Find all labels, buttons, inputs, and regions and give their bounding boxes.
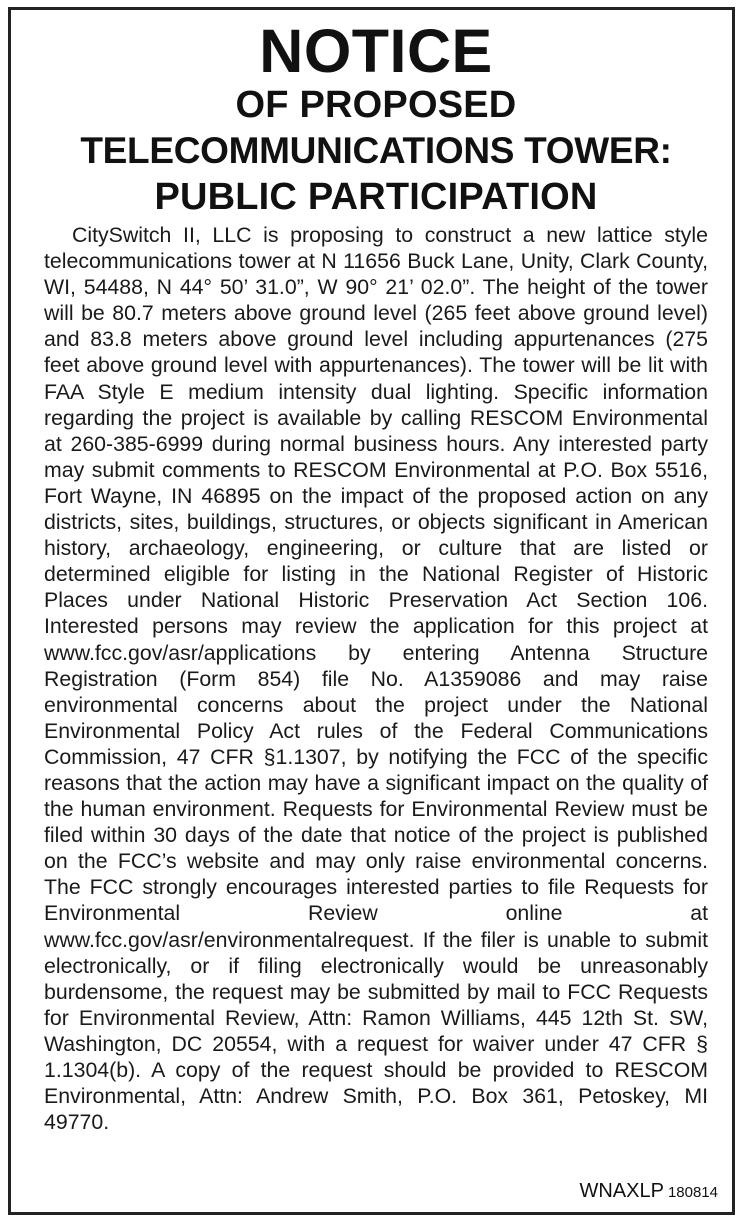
notice-subtitle-line-2: TELECOMMUNICATIONS TOWER: <box>80 130 672 171</box>
notice-subtitle-line-1: OF PROPOSED <box>235 84 517 126</box>
notice-body: CitySwitch II, LLC is proposing to construct a new lattice style telecommunications tower at N 11656 Buck Lane, Unity, Clark County, WI, 54488, N 44° 50’ 31.0”, W 90° 21’ 02.0”. The height of the tower will be 80.7 meters above ground level (265 feet above ground level) and 83.8 meters above ground level including appurtenances (275 feet above ground level with appurtenances). The tower will be lit with FAA Style E medium intensity dual lighting. Specific information regarding the project is available by calling RESCOM Environmental at 260-385-6999 during normal business hours. Any interested party may submit comments to RESCOM Environmental at P.O. Box 5516, Fort Wayne, IN 46895 on the impact of the proposed action on any districts, sites, buildings, structures, or objects significant in American history, archaeology, engineering, or culture that are listed or determined eligible for listing in the National Register of Historic Places under National Historic Preservation Act Section 106. Interested persons may review the application for this project at www.fcc.gov/asr/applications by entering Antenna Structure Registration (Form 854) file No. A1359086 and may raise environmental concerns about the project under the National Environmental Policy Act rules of the Federal Communications Commission, 47 CFR §1.1307, by notifying the FCC of the specific reasons that the action may have a significant impact on the quality of the human environment. Requests for Environmental Review must be filed within 30 days of the date that notice of the project is published on the FCC’s website and may only raise environmental concerns. The FCC strongly encourages interested parties to file Requests for Environmental Review online at www.fcc.gov/asr/environmentalrequest. If the filer is unable to submit electronically, or if filing electronically would be unreasonably burdensome, the request may be submitted by mail to FCC Requests for Environmental Review, Attn: Ramon Williams, 445 12th St. SW, Washington, DC 20554, with a request for waiver under 47 CFR § 1.1304(b). A copy of the request should be provided to RESCOM Environmental, Attn: Andrew Smith, P.O. Box 361, Petoskey, MI 49770. <box>44 223 708 1135</box>
notice-subtitle-line-3: PUBLIC PARTICIPATION <box>154 176 598 218</box>
ad-code-number: 180814 <box>667 1184 718 1201</box>
ad-reference-code <box>579 1179 718 1205</box>
notice-title: NOTICE <box>259 17 493 85</box>
ad-code-label: WNAXLP <box>579 1180 664 1202</box>
notice-box <box>8 7 735 1215</box>
